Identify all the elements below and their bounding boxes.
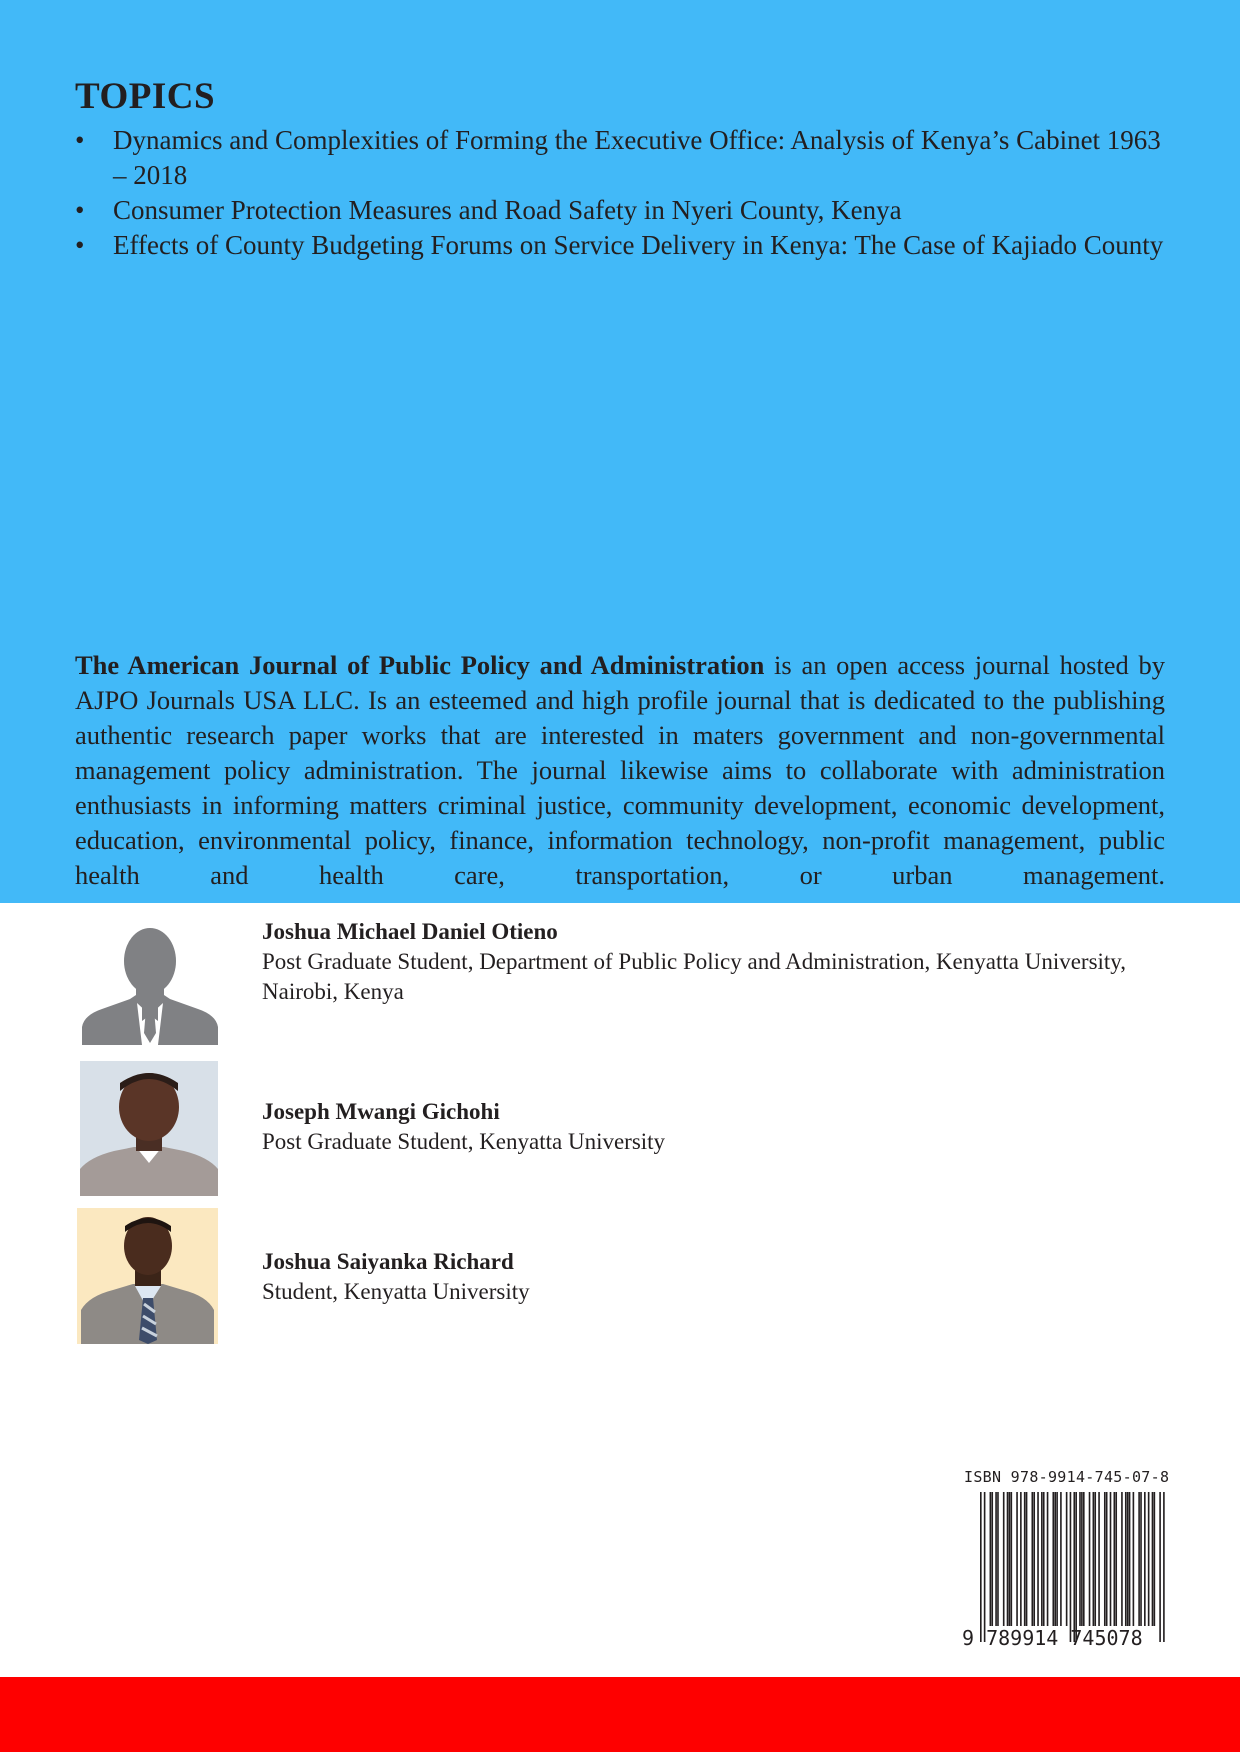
barcode-bar bbox=[1016, 1492, 1018, 1626]
isbn-label: ISBN 978-9914-745-07-8 bbox=[964, 1468, 1170, 1486]
author-name: Joshua Saiyanka Richard bbox=[262, 1249, 514, 1274]
barcode-bar bbox=[1152, 1492, 1154, 1626]
topic-item bbox=[75, 193, 1165, 228]
barcode-bar bbox=[1110, 1492, 1112, 1626]
barcode-digits: 9 789914 745078 bbox=[962, 1626, 1143, 1650]
barcode-bar bbox=[1024, 1492, 1026, 1626]
barcode-bar bbox=[1093, 1492, 1095, 1626]
barcode-bar bbox=[1026, 1492, 1028, 1626]
author-photo bbox=[77, 1208, 218, 1344]
portrait-icon bbox=[80, 1061, 218, 1196]
barcode-bar bbox=[1047, 1492, 1049, 1626]
barcode-bar bbox=[1073, 1492, 1075, 1642]
barcode-bar bbox=[980, 1492, 982, 1642]
barcode-bar bbox=[1127, 1492, 1129, 1626]
barcode-bar bbox=[1154, 1492, 1156, 1626]
topics-list bbox=[75, 123, 1165, 263]
barcode-bar bbox=[1009, 1492, 1011, 1626]
barcode-bar bbox=[1020, 1492, 1022, 1626]
barcode-bar bbox=[1066, 1492, 1068, 1626]
author-entry bbox=[262, 1097, 1162, 1157]
barcode-bar bbox=[1098, 1492, 1100, 1626]
barcode-bar bbox=[990, 1492, 992, 1626]
barcode-bar bbox=[991, 1492, 993, 1626]
barcode-bar bbox=[1056, 1492, 1058, 1626]
barcode-bar bbox=[1075, 1492, 1077, 1642]
barcode-bar bbox=[1007, 1492, 1009, 1626]
author-name: Joshua Michael Daniel Otieno bbox=[262, 919, 558, 944]
topic-text: Dynamics and Complexities of Forming the Executive Office: Analysis of Kenya’s Cabinet 1963 – 2018 bbox=[113, 125, 1161, 190]
barcode-bar bbox=[1144, 1492, 1146, 1626]
bullet-icon: • bbox=[75, 230, 85, 260]
barcode-bar bbox=[984, 1492, 986, 1642]
barcode-bar bbox=[1043, 1492, 1045, 1626]
barcode-bar bbox=[1081, 1492, 1083, 1626]
barcode-bar bbox=[1125, 1492, 1127, 1626]
barcode-bar bbox=[1115, 1492, 1117, 1626]
barcode-bar bbox=[1106, 1492, 1108, 1626]
barcode-bar bbox=[1104, 1492, 1106, 1626]
barcode-bar bbox=[1041, 1492, 1043, 1626]
topics-section bbox=[75, 75, 1165, 263]
author-affiliation: Student, Kenyatta University bbox=[262, 1279, 530, 1304]
journal-description bbox=[75, 648, 1165, 893]
topic-text: Consumer Protection Measures and Road Safety in Nyeri County, Kenya bbox=[113, 195, 902, 225]
bullet-icon: • bbox=[75, 195, 85, 225]
description-text: is an open access journal hosted by AJPO Journals USA LLC. Is an esteemed and high profile journal that is dedicated to the publishing authentic research paper works that are interested in maters government and non-governmental management policy administration. The journal likewise aims to collaborate with administration enthusiasts in informing matters criminal justice, community development, economic development, education, environmental policy, finance, information technology, non-profit management, public health and health care, transportation, or urban management. bbox=[75, 649, 1165, 890]
barcode-bar bbox=[1129, 1492, 1131, 1626]
journal-name: The American Journal of Public Policy and Administration bbox=[75, 649, 765, 680]
portrait-icon bbox=[77, 1208, 218, 1344]
barcode-bar bbox=[1133, 1492, 1135, 1626]
author-entry bbox=[262, 917, 1162, 1007]
barcode-bar bbox=[1140, 1492, 1142, 1626]
isbn-barcode bbox=[960, 1468, 1175, 1653]
barcode-bar bbox=[1052, 1492, 1054, 1626]
barcode-bar bbox=[1079, 1492, 1081, 1626]
barcode-bar bbox=[1089, 1492, 1091, 1626]
author-entry bbox=[262, 1247, 1162, 1307]
barcode-bar bbox=[1031, 1492, 1033, 1626]
topic-item bbox=[75, 123, 1165, 193]
barcode-bar bbox=[1083, 1492, 1085, 1626]
barcode-bar bbox=[1054, 1492, 1056, 1626]
footer-red-bar bbox=[0, 1677, 1240, 1752]
author-affiliation: Post Graduate Student, Kenyatta University bbox=[262, 1129, 666, 1154]
topic-item bbox=[75, 228, 1165, 263]
barcode-bar bbox=[1033, 1492, 1035, 1626]
silhouette-icon bbox=[80, 923, 220, 1045]
barcode-bar bbox=[1114, 1492, 1116, 1626]
barcode-bar bbox=[1037, 1492, 1039, 1626]
barcode-bar bbox=[1003, 1492, 1005, 1626]
author-name: Joseph Mwangi Gichohi bbox=[262, 1099, 500, 1124]
barcode-bar bbox=[997, 1492, 999, 1626]
topic-text: Effects of County Budgeting Forums on Service Delivery in Kenya: The Case of Kajiado County bbox=[113, 230, 1164, 260]
barcode-bar bbox=[1159, 1492, 1161, 1642]
author-photo-placeholder bbox=[80, 923, 220, 1045]
barcode-bar bbox=[995, 1492, 997, 1626]
barcode-bar bbox=[1138, 1492, 1140, 1626]
bullet-icon: • bbox=[75, 125, 85, 155]
topics-heading: TOPICS bbox=[75, 76, 216, 117]
barcode-bar bbox=[1011, 1492, 1013, 1626]
barcode-bar bbox=[1148, 1492, 1150, 1626]
barcode-bar bbox=[1121, 1492, 1123, 1626]
barcode-bar bbox=[1094, 1492, 1096, 1626]
barcode-bar bbox=[1060, 1492, 1062, 1626]
barcode-icon bbox=[980, 1492, 1165, 1642]
barcode-bar bbox=[1163, 1492, 1165, 1642]
barcode-bar bbox=[1070, 1492, 1072, 1642]
author-affiliation: Post Graduate Student, Department of Public Policy and Administration, Kenyatta University, Nairobi, Kenya bbox=[262, 949, 1127, 1004]
author-photo bbox=[80, 1061, 218, 1196]
